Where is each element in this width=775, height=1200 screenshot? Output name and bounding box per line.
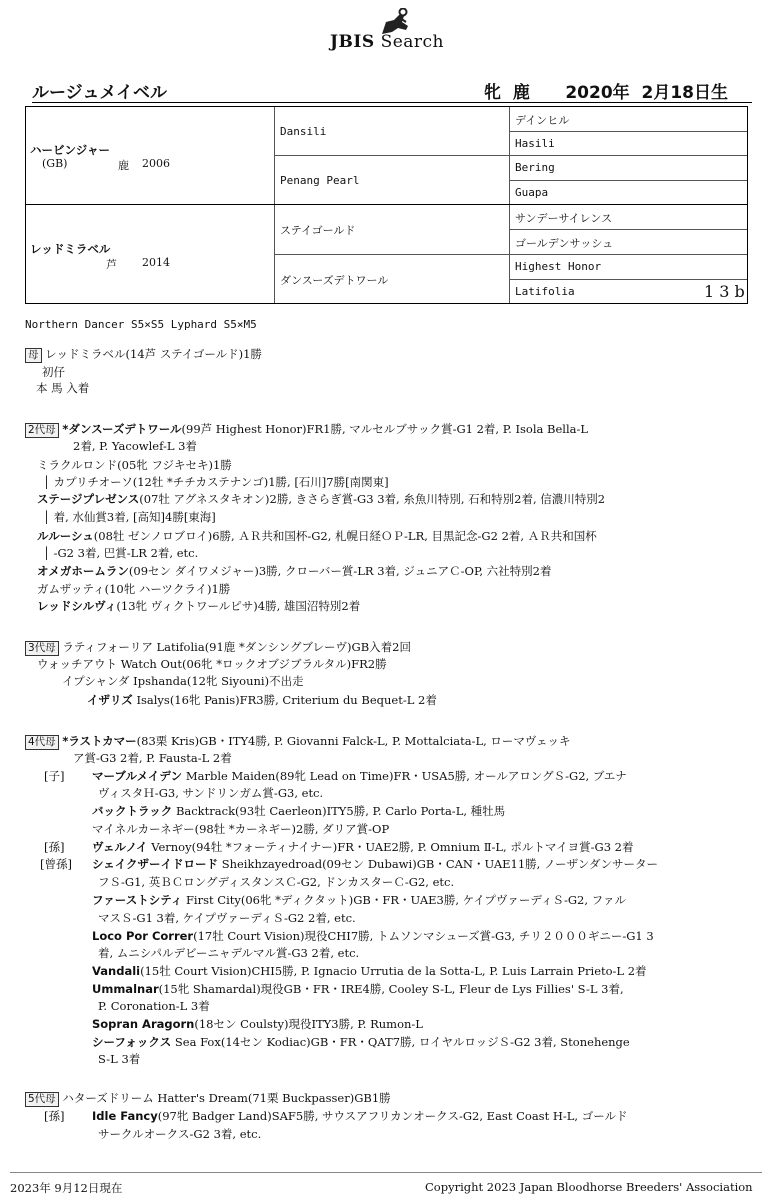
g2dam-line5-text: (07牡 アグネスタキオン)2勝, きさらぎ賞-G3 3着, 糸魚川特別, 石和特別2着, 信濃川特別2: [139, 492, 606, 506]
g4dam-name[interactable]: *ラストカマー: [62, 734, 137, 748]
g2dam-line7: [37, 528, 597, 544]
pedigree-g3-8[interactable]: Latifolia: [515, 285, 575, 298]
sire-year: 2006: [142, 157, 170, 170]
pedigree-g3-4[interactable]: Guapa: [515, 186, 549, 199]
g4dam-tag: 4代母: [25, 735, 59, 750]
g2dam-progeny-name[interactable]: レッドシルヴィ: [37, 599, 117, 613]
pedigree-g3-2[interactable]: Hasili: [515, 137, 555, 150]
g4dam-progeny-name[interactable]: Ummalnar: [92, 982, 159, 996]
g4dam-progeny-name[interactable]: ヴェルノイ: [92, 840, 148, 854]
dam-section-line2: 初仔: [42, 365, 65, 379]
sire-origin: (GB): [42, 157, 68, 170]
g4dam-line7: [92, 839, 633, 855]
g4dam-line8: [92, 856, 658, 872]
footer-date: 2023年 9月12日現在: [10, 1181, 123, 1195]
g2dam-line9-text: (09セン ダイワメジャー)3勝, クローバー賞-LR 3着, ジュニアＣ-OP, 六社特別2着: [128, 564, 552, 578]
pedigree-g3-6[interactable]: ゴールデンサッシュ: [515, 237, 614, 250]
g3dam-line4-text: Isalys(16牝 Panis)FR3勝, Criterium du Bequet-L 2着: [136, 693, 437, 707]
g5dam-tag: 5代母: [25, 1092, 59, 1107]
title-row: [32, 78, 752, 103]
g2dam-line8-text: -G2 3着, 巴賞-LR 2着, etc.: [53, 546, 199, 560]
g4dam-progeny-name[interactable]: Loco Por Correr: [92, 929, 194, 943]
g4dam-line12: [92, 928, 654, 944]
g4dam-line3: [92, 768, 627, 784]
g4dam-himago-label: [曾孫]: [40, 857, 72, 871]
g4dam-line19: S-L 3着: [98, 1052, 141, 1066]
g2dam-line7-text: (08牡 ゼンノロブロイ)6勝, ＡＲ共和国杯-G2, 札幌日経ＯＰ-LR, 目黒記念-G2 2着, ＡＲ共和国杯: [93, 529, 597, 543]
g4dam-line5: [92, 803, 505, 819]
footer-divider: [10, 1172, 762, 1173]
logo-suffix: Search: [380, 32, 445, 52]
dam-name[interactable]: レッドミラベル: [30, 242, 111, 256]
g2dam-line3: ミラクルロンド(05牝 フジキセキ)1勝: [37, 458, 232, 472]
g2dam-record: (99芦 Highest Honor)FR1勝, マルセルブサック賞-G1 2着, P. Isola Bella-L: [181, 422, 589, 436]
g4dam-line1: [25, 733, 570, 750]
g4dam-ko-label: [子]: [44, 769, 65, 783]
g4dam-line15-text: (15牝 Shamardal)現役GB・FR・IRE4勝, Cooley S-L, Fleur de Lys Fillies' S-L 3着,: [158, 982, 624, 996]
g5dam-line1: [25, 1090, 391, 1107]
g3dam-tag: 3代母: [25, 641, 59, 656]
pedigree-g3-1[interactable]: デインヒル: [515, 114, 570, 127]
g5dam-name-record: ハターズドリーム Hatter's Dream(71栗 Buckpasser)GB1勝: [62, 1091, 391, 1105]
sire-color: 鹿: [118, 159, 129, 172]
g4dam-mago-label: [孫]: [44, 840, 65, 854]
g3dam-name-record: ラティフォーリア Latifolia(91鹿 *ダンシングブレーヴ)GB入着2回: [62, 640, 412, 654]
g2dam-name[interactable]: *ダンスーズデトワール: [62, 422, 182, 436]
g3dam-line4: [87, 692, 437, 708]
g4dam-progeny-name[interactable]: マーブルメイデン: [92, 769, 183, 783]
horse-sex-color-birthdate: 牝 鹿 2020年 2月18日生: [484, 83, 728, 103]
g4dam-line12-text: (17牡 Court Vision)現役CHI7勝, トムソンマシューズ賞-G3, チリ２０００ギニー-G1 3: [193, 929, 654, 943]
dam-section-line1: [25, 346, 262, 363]
pedigree-g2-sire-dam[interactable]: Penang Pearl: [280, 174, 360, 187]
pedigree-g3-7[interactable]: Highest Honor: [515, 260, 602, 273]
g4dam-line5-text: Backtrack(93牡 Caerleon)ITY5勝, P. Carlo Porta-L, 種牡馬: [175, 804, 506, 818]
g4dam-progeny-name[interactable]: ファーストシティ: [92, 893, 183, 907]
inbreeding-info: Northern Dancer S5×S5 Lyphard S5×M5: [25, 318, 257, 331]
g4dam-line9: フＳ-G1, 英ＢＣロングディスタンスＣ-G2, ドンカスターＣ-G2, etc.: [98, 875, 455, 889]
g4dam-line3-text: Marble Maiden(89牝 Lead on Time)FR・USA5勝, オールアロングＳ-G2, ブエナ: [185, 769, 627, 783]
pedigree-g3-3[interactable]: Bering: [515, 161, 555, 174]
g2dam-line2: 2着, P. Yacowlef-L 3着: [73, 439, 197, 453]
dam-tag: 母: [25, 348, 42, 363]
logo-brand: JBIS: [330, 32, 375, 52]
g2dam-line6: │ 着, 水仙賞3着, [高知]4勝[東海]: [43, 510, 216, 524]
g4dam-progeny-name[interactable]: Vandali: [92, 964, 141, 978]
g2dam-progeny-name[interactable]: ルルーシュ: [37, 529, 94, 543]
dam-summary: レッドミラベル(14芦 ステイゴールド)1勝: [45, 347, 262, 361]
horse-name: ルージュメイベル: [32, 83, 167, 103]
g4dam-line8-text: Sheikhzayedroad(09セン Dubawi)GB・CAN・UAE11勝, ノーザンダンサーター: [221, 857, 659, 871]
g4dam-line14: [92, 963, 647, 979]
g3dam-line2: ウォッチアウト Watch Out(06牝 *ロックオブジブラルタル)FR2勝: [37, 657, 387, 671]
g4dam-line7-text: Vernoy(94牡 *フォーティナイナー)FR・UAE2勝, P. Omnium Ⅱ-L, ポルトマイヨ賞-G3 2着: [151, 840, 634, 854]
g4dam-line10: [92, 892, 626, 908]
g4dam-progeny-name[interactable]: シーフォックス: [92, 1035, 172, 1049]
pedigree-g3-5[interactable]: サンデーサイレンス: [515, 212, 613, 225]
pedigree-g2-dam-sire[interactable]: ステイゴールド: [280, 224, 356, 237]
g2dam-line11-text: (13牝 ヴィクトワールピサ)4勝, 雄国沼特別2着: [116, 599, 361, 613]
g2dam-progeny-name[interactable]: オメガホームラン: [37, 564, 129, 578]
g2dam-line4: │ カプリチオーソ(12牡 *チチカステナンゴ)1勝, [石川]7勝[南関東]: [43, 475, 389, 489]
g4dam-progeny-name[interactable]: Sopran Aragorn: [92, 1017, 195, 1031]
dam-section-line3: 本 馬 入着: [36, 381, 90, 395]
g4dam-line18: [92, 1034, 630, 1050]
g2dam-line10: ガムザッティ(10牝 ハーツクライ)1勝: [37, 582, 231, 596]
g4dam-line15: [92, 981, 624, 997]
footer-copyright: Copyright 2023 Japan Bloodhorse Breeders' Association: [425, 1180, 753, 1194]
g2dam-line11: [37, 598, 360, 614]
g2dam-line8: │ -G2 3着, 巴賞-LR 2着, etc.: [43, 546, 199, 560]
g4dam-line17: [92, 1016, 423, 1032]
family-number: 1 3 b: [704, 282, 745, 301]
g4dam-line17-text: (18セン Coulsty)現役ITY3勝, P. Rumon-L: [194, 1017, 423, 1031]
dam-color: 芦: [106, 258, 117, 271]
g2dam-line4-text: カプリチオーソ(12牡 *チチカステナンゴ)1勝, [石川]7勝[南関東]: [53, 475, 389, 489]
pedigree-g2-sire-sire[interactable]: Dansili: [280, 125, 327, 138]
g5dam-progeny-name[interactable]: Idle Fancy: [92, 1109, 158, 1123]
g4dam-line18-text: Sea Fox(14セン Kodiac)GB・FR・QAT7勝, ロイヤルロッジＳ-G2 3着, Stonehenge: [174, 1035, 630, 1049]
g3dam-line3: イプシャンダ Ipshanda(12牝 Siyouni)不出走: [62, 674, 304, 688]
g4dam-line13: 着, ムニシパルデビーニャデルマル賞-G3 2着, etc.: [98, 946, 360, 960]
dam-year: 2014: [142, 256, 170, 269]
g4dam-line16: P. Coronation-L 3着: [98, 999, 210, 1013]
g5dam-mago-label: [孫]: [44, 1109, 65, 1123]
g4dam-line14-text: (15牡 Court Vision)CHI5勝, P. Ignacio Urrutia de la Sotta-L, P. Luis Larrain Prieto-L 2着: [140, 964, 647, 978]
g2dam-progeny-name[interactable]: ステージプレゼンス: [37, 492, 140, 506]
pedigree-g2-dam-dam[interactable]: ダンスーズデトワール: [280, 274, 389, 287]
pedigree-table: [25, 106, 748, 304]
g2dam-tag: 2代母: [25, 423, 59, 438]
g2dam-line6-text: 着, 水仙賞3着, [高知]4勝[東海]: [53, 510, 216, 524]
g2dam-line1: [25, 421, 588, 438]
g5dam-line2: [92, 1108, 628, 1124]
g3dam-line1: [25, 639, 411, 656]
g4dam-progeny-name[interactable]: バックトラック: [92, 804, 173, 818]
g3dam-progeny-name[interactable]: イザリズ: [87, 693, 133, 707]
g5dam-line3: サークルオークス-G2 3着, etc.: [98, 1127, 262, 1141]
g2dam-line5: [37, 491, 605, 507]
g4dam-line4: ヴィスタＨ-G3, サンドリンガム賞-G3, etc.: [98, 786, 324, 800]
jbis-search-logo[interactable]: [330, 8, 460, 54]
g4dam-line10-text: First City(06牝 *ディクタット)GB・FR・UAE3勝, ケイプヴァーディＳ-G2, ファル: [185, 893, 626, 907]
g2dam-line9: [37, 563, 551, 579]
g4dam-record: (83栗 Kris)GB・ITY4勝, P. Giovanni Falck-L, P. Mottalciata-L, ローマヴェッキ: [136, 734, 571, 748]
g5dam-line2-text: (97牝 Badger Land)SAF5勝, サウスアフリカンオークス-G2, East Coast H-L, ゴールド: [157, 1109, 628, 1123]
g4dam-line11: マスＳ-G1 3着, ケイプヴァーディＳ-G2 2着, etc.: [98, 911, 356, 925]
g4dam-line2: ア賞-G3 2着, P. Fausta-L 2着: [73, 751, 232, 765]
g4dam-line6: マイネルカーネギー(98牡 *カーネギー)2勝, ダリア賞-OP: [92, 822, 390, 836]
g4dam-progeny-name[interactable]: シェイクザーイドロード: [92, 857, 219, 871]
sire-name[interactable]: ハービンジャー: [30, 143, 110, 157]
